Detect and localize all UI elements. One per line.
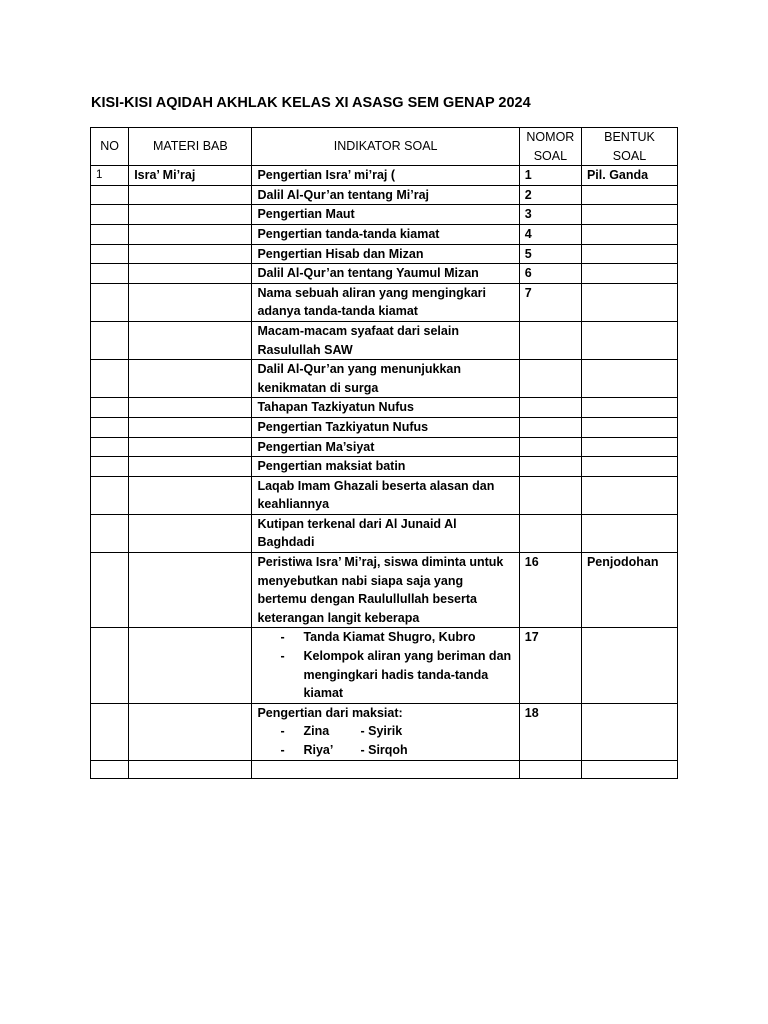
- header-no: NO: [91, 128, 129, 166]
- list-item-text: - Syirik: [360, 724, 403, 739]
- table-row: [91, 703, 678, 760]
- cell-bentuk: [581, 321, 677, 359]
- cell-nomor: 6: [519, 264, 581, 284]
- cell-nomor: [519, 437, 581, 457]
- table-row: [91, 760, 678, 778]
- cell-nomor: 2: [519, 185, 581, 205]
- cell-indikator: Pengertian tanda-tanda kiamat: [252, 224, 519, 244]
- list-item-text: Tanda Kiamat Shugro, Kubro: [303, 630, 476, 645]
- header-bentuk-line2: SOAL: [612, 148, 647, 163]
- cell-nomor: 17: [519, 628, 581, 703]
- cell-bentuk: [581, 514, 677, 552]
- cell-bentuk: [581, 437, 677, 457]
- cell-no: [91, 417, 129, 437]
- cell-materi: [129, 185, 252, 205]
- cell-no: [91, 244, 129, 264]
- cell-bentuk: Pil. Ganda: [581, 166, 677, 186]
- table-row: [91, 321, 678, 359]
- header-bentuk-soal: [581, 128, 677, 166]
- header-materi-bab: MATERI BAB: [129, 128, 252, 166]
- cell-materi: [129, 398, 252, 418]
- cell-bentuk: [581, 457, 677, 477]
- list-item-text: Zina: [303, 724, 330, 739]
- table-row: [91, 283, 678, 321]
- cell-no: [91, 283, 129, 321]
- list-item-text: Riya’: [303, 743, 334, 757]
- cell-no: [91, 360, 129, 398]
- cell-bentuk: Penjodohan: [581, 553, 677, 628]
- kisi-kisi-table: [90, 127, 678, 779]
- table-row: [91, 553, 678, 628]
- cell-indikator: Tahapan Tazkiyatun Nufus: [252, 398, 519, 418]
- cell-indikator: Kutipan terkenal dari Al Junaid Al Baghdadi: [252, 514, 519, 552]
- table-row: [91, 205, 678, 225]
- cell-no: [91, 514, 129, 552]
- cell-nomor: 16: [519, 553, 581, 628]
- table-row: [91, 628, 678, 703]
- cell-no: [91, 185, 129, 205]
- list-item: [257, 647, 513, 703]
- table-row: [91, 166, 678, 186]
- cell-no: [91, 205, 129, 225]
- cell-materi: [129, 360, 252, 398]
- cell-materi: [129, 760, 252, 778]
- cell-no: [91, 457, 129, 477]
- cell-bentuk: [581, 224, 677, 244]
- cell-indikator: [252, 760, 519, 778]
- cell-no: [91, 321, 129, 359]
- header-nomor-soal: [519, 128, 581, 166]
- cell-indikator: Pengertian Ma’siyat: [252, 437, 519, 457]
- cell-materi: [129, 553, 252, 628]
- cell-nomor: 4: [519, 224, 581, 244]
- cell-bentuk: [581, 185, 677, 205]
- cell-bentuk: [581, 628, 677, 703]
- cell-materi: [129, 628, 252, 703]
- table-row: [91, 360, 678, 398]
- cell-materi: [129, 264, 252, 284]
- table-row: [91, 437, 678, 457]
- cell-materi: [129, 205, 252, 225]
- cell-nomor: [519, 760, 581, 778]
- cell-indikator: Pengertian Tazkiyatun Nufus: [252, 417, 519, 437]
- cell-nomor: 5: [519, 244, 581, 264]
- table-row: [91, 244, 678, 264]
- cell-bentuk: [581, 476, 677, 514]
- cell-materi: [129, 417, 252, 437]
- cell-indikator: [252, 703, 519, 760]
- cell-nomor: [519, 321, 581, 359]
- cell-no: 1: [91, 166, 129, 186]
- cell-bentuk: [581, 205, 677, 225]
- cell-no: [91, 760, 129, 778]
- list-item: [257, 628, 513, 647]
- cell-bentuk: [581, 283, 677, 321]
- cell-no: [91, 264, 129, 284]
- cell-indikator: Dalil Al-Qur’an yang menunjukkan kenikmatan di surga: [252, 360, 519, 398]
- cell-indikator: Laqab Imam Ghazali beserta alasan dan keahliannya: [252, 476, 519, 514]
- cell-nomor: [519, 398, 581, 418]
- cell-no: [91, 476, 129, 514]
- table-row: [91, 224, 678, 244]
- table-row: [91, 514, 678, 552]
- cell-materi: [129, 321, 252, 359]
- list-item-text: Kelompok aliran yang beriman dan mengingkari hadis tanda-tanda kiamat: [303, 649, 512, 701]
- cell-bentuk: [581, 360, 677, 398]
- cell-materi: [129, 703, 252, 760]
- header-nomor-line1: NOMOR: [526, 130, 575, 144]
- cell-indikator: Pengertian maksiat batin: [252, 457, 519, 477]
- bullet-dash: -: [280, 649, 285, 664]
- bullet-dash: -: [280, 724, 285, 739]
- indikator-intro: Pengertian dari maksiat:: [257, 705, 403, 720]
- cell-nomor: 18: [519, 703, 581, 760]
- cell-materi: [129, 457, 252, 477]
- cell-bentuk: [581, 264, 677, 284]
- cell-indikator: Dalil Al-Qur’an tentang Yaumul Mizan: [252, 264, 519, 284]
- table-row: [91, 185, 678, 205]
- bullet-dash: -: [280, 630, 285, 645]
- header-bentuk-line1: BENTUK: [604, 130, 655, 144]
- cell-nomor: [519, 360, 581, 398]
- cell-no: [91, 703, 129, 760]
- table-row: [91, 264, 678, 284]
- list-item: [257, 722, 513, 741]
- cell-indikator: Nama sebuah aliran yang mengingkari adanya tanda-tanda kiamat: [252, 283, 519, 321]
- cell-bentuk: [581, 760, 677, 778]
- cell-no: [91, 398, 129, 418]
- cell-nomor: [519, 417, 581, 437]
- page-title: KISI-KISI AQIDAH AKHLAK KELAS XI ASASG SEM GENAP 2024: [91, 95, 531, 111]
- table-row: [91, 476, 678, 514]
- header-indikator-soal: INDIKATOR SOAL: [252, 128, 519, 166]
- cell-indikator: Pengertian Maut: [252, 205, 519, 225]
- indikator-bullet-list: [257, 722, 513, 759]
- header-nomor-line2: SOAL: [533, 148, 568, 163]
- cell-indikator: Pengertian Hisab dan Mizan: [252, 244, 519, 264]
- cell-materi: [129, 514, 252, 552]
- cell-indikator: Macam-macam syafaat dari selain Rasulullah SAW: [252, 321, 519, 359]
- cell-bentuk: [581, 244, 677, 264]
- cell-materi: [129, 244, 252, 264]
- cell-no: [91, 437, 129, 457]
- cell-nomor: 1: [519, 166, 581, 186]
- cell-materi: [129, 283, 252, 321]
- cell-no: [91, 224, 129, 244]
- table-row: [91, 457, 678, 477]
- cell-no: [91, 553, 129, 628]
- cell-indikator: Pengertian Isra’ mi’raj (: [252, 166, 519, 186]
- cell-bentuk: [581, 703, 677, 760]
- cell-indikator: Dalil Al-Qur’an tentang Mi’raj: [252, 185, 519, 205]
- cell-materi: Isra’ Mi’raj: [129, 166, 252, 186]
- cell-nomor: [519, 514, 581, 552]
- cell-nomor: 7: [519, 283, 581, 321]
- indikator-bullet-list: [257, 628, 513, 702]
- cell-nomor: [519, 476, 581, 514]
- cell-materi: [129, 224, 252, 244]
- cell-no: [91, 628, 129, 703]
- table-row: [91, 398, 678, 418]
- cell-bentuk: [581, 398, 677, 418]
- table-row: [91, 417, 678, 437]
- cell-indikator: Peristiwa Isra’ Mi’raj, siswa diminta untuk menyebutkan nabi siapa saja yang bertemu dengan Raulullullah beserta keterangan langit keberapa: [252, 553, 519, 628]
- list-item: [257, 741, 513, 760]
- table-header-row: [91, 128, 678, 166]
- bullet-dash: -: [280, 743, 285, 757]
- list-item-text: - Sirqoh: [360, 743, 408, 757]
- cell-nomor: [519, 457, 581, 477]
- cell-materi: [129, 476, 252, 514]
- cell-nomor: 3: [519, 205, 581, 225]
- cell-materi: [129, 437, 252, 457]
- cell-indikator: [252, 628, 519, 703]
- cell-bentuk: [581, 417, 677, 437]
